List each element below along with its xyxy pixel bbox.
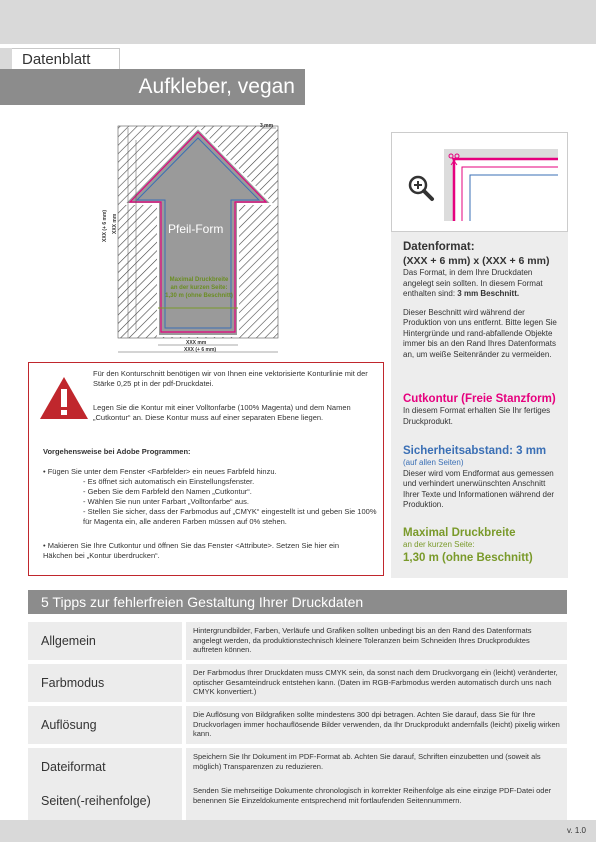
adobe-step-1: • Fügen Sie unter dem Fenster <Farbfelder> ein neues Farbfeld hinzu. <box>43 467 277 476</box>
zoom-in-icon <box>406 173 436 203</box>
data-format-section: Datenformat: (XXX + 6 mm) x (XXX + 6 mm) Das Format, in dem Ihre Druckdaten angelegt sein sollten. In diesem Format enthalten sind: 3 mm Beschnitt. Dieser Beschnitt wird während der Produktion von uns entfernt. Bitte legen Sie Hintergründe und rand-abfallende Objekte immer bis an den Rand Ihres Datenformats an, um weiße Seitenränder zu vermeiden. <box>403 240 561 360</box>
safety-margin-title: Sicherheitsabstand: 3 mm <box>403 445 547 457</box>
footer-bar <box>0 820 596 842</box>
safety-margin-section: Sicherheitsabstand: 3 mm (auf allen Seiten) Dieser wird vom Endformat aus gemessen und verhindert unerwünschten Anschnitt Ihrer Texte und Informationen während der Produktion. <box>403 444 561 511</box>
cut-contour-warning-box <box>28 362 384 576</box>
max-width-section: Maximal Druckbreite an der kurzen Seite: 1,30 m (ohne Beschnitt) <box>403 526 561 565</box>
cut-contour-section: Cutkontur (Freie Stanzform) In diesem Format erhalten Sie Ihr fertiges Druckprodukt. <box>403 392 561 427</box>
max-width-title: Maximal Druckbreite <box>403 527 516 539</box>
datasheet-tab: Datenblatt <box>12 48 120 69</box>
adobe-steps-heading: Vorgehensweise bei Adobe Programmen: <box>43 447 191 456</box>
data-format-size: (XXX + 6 mm) x (XXX + 6 mm) <box>403 255 550 267</box>
tip-row-file-format <box>28 748 567 786</box>
adobe-step-5: - Stellen Sie sicher, dass der Farbmodus auf „CMYK“ eingestellt ist und geben Sie 100% für Magenta ein, alle anderen Farben müssen auf 0% stehen. <box>83 507 377 526</box>
page-title: Aufkleber, vegan <box>138 75 295 98</box>
diagram-bottom-outer-label: XXX (+ 6 mm) <box>184 347 217 353</box>
data-format-bleed-text: Dieser Beschnitt wird während der Produktion von uns entfernt. Bitte legen Sie Hintergründe und rand-abfallende Objekte immer bis an den Rand Ihres Datenformats an, um weiße Seitenränder zu vermeiden. <box>403 307 557 359</box>
top-bar <box>0 0 596 44</box>
tip-label: Allgemein <box>28 622 182 660</box>
tip-text: Die Auflösung von Bildgrafiken sollte mindestens 300 dpi betragen. Achten Sie darauf, dass Sie für Ihre Druckvorlagen immer hochauflösende Bilder verwenden, da Ihr Druckprodukt andernfalls (leicht) pixelig wirken kann. <box>186 706 567 744</box>
tip-row-resolution <box>28 706 567 744</box>
title-bar <box>0 69 305 105</box>
tip-label: Auflösung <box>28 706 182 744</box>
format-info-panel <box>391 132 568 578</box>
tip-row-page-order <box>28 782 567 820</box>
diagram-left-outer-label: XXX (+ 6 mm) <box>102 209 108 242</box>
tip-row-general <box>28 622 567 660</box>
corner-detail-graphic <box>444 149 558 221</box>
cut-contour-title: Cutkontur (Freie Stanzform) <box>403 393 556 405</box>
version-label: v. 1.0 <box>567 826 586 835</box>
tip-text: Senden Sie mehrseitige Dokumente chronologisch in korrekter Reihenfolge als eine einzige PDF-Datei oder benennen Sie Einzeldokumente entsprechend mit fortlaufenden Seitennummern. <box>186 782 567 820</box>
tip-label: Dateiformat <box>28 748 182 786</box>
warning-paragraph-2: Legen Sie die Kontur mit einer Volltonfarbe (100% Magenta) und dem Namen „Cutkontur“ an. Diese Kontur muss auf einer separaten Ebene liegen. <box>93 403 351 422</box>
max-width-value: 1,30 m (ohne Beschnitt) <box>403 551 533 564</box>
arrow-shape-label: Pfeil-Form <box>168 222 224 236</box>
adobe-step-4: - Wählen Sie nun unter Farbart „Volltonfarbe“ aus. <box>83 497 249 506</box>
diagram-max-width-label: Maximal Druckbreite an der kurzen Seite: 1,30 m (ohne Beschnitt) <box>165 277 233 299</box>
tips-header <box>28 590 567 614</box>
adobe-step-6: • Makieren Sie Ihre Cutkontur und öffnen Sie das Fenster <Attribute>. Setzen Sie hier ein Häkchen bei „Kontur überdrucken“. <box>43 541 339 560</box>
tip-row-color-mode <box>28 664 567 702</box>
diagram-bottom-inner-label: XXX mm <box>186 340 207 346</box>
warning-icon <box>39 375 89 421</box>
arrow-diagram <box>96 116 296 360</box>
adobe-step-3: - Geben Sie dem Farbfeld den Namen „Cutkontur“. <box>83 487 252 496</box>
corner-detail-box <box>391 132 568 232</box>
data-format-title: Datenformat: <box>403 241 475 253</box>
tip-text: Hintergrundbilder, Farben, Verläufe und Grafiken sollten unbedingt bis an den Rand des Datenformats angelegt werden, da produktionstechnisch kleinere Toleranzen beim Schneiden Ihres Druckproduktes auftreten können. <box>186 622 567 660</box>
tip-text: Speichern Sie Ihr Dokument im PDF-Format ab. Achten Sie darauf, Schriften einzubetten und (soweit als möglich) Transparenzen zu reduzieren. <box>186 748 567 786</box>
tips-title: 5 Tipps zur fehlerfreien Gestaltung Ihrer Druckdaten <box>41 594 364 610</box>
tip-label: Farbmodus <box>28 664 182 702</box>
tip-text: Der Farbmodus Ihrer Druckdaten muss CMYK sein, da sonst nach dem Druckvorgang ein (leicht) veränderter, optischer Gesamteindruck entstehen kann. (Daten im RGB-Farbmodus werden automatisch durch uns nach CMYK konvertiert.) <box>186 664 567 702</box>
adobe-step-2: - Es öffnet sich automatisch ein Einstellungsfenster. <box>83 477 255 486</box>
diagram-left-inner-label: XXX mm <box>112 213 118 234</box>
tip-label: Seiten(-reihenfolge) <box>28 782 182 820</box>
diagram-top-label: 3 mm <box>260 123 274 129</box>
arrow-diagram-svg <box>96 116 296 360</box>
tab-bar <box>0 48 12 69</box>
warning-paragraph-1: Für den Konturschnitt benötigen wir von Ihnen eine vektorisierte Konturlinie mit der Stärke 0,25 pt in der pdf-Druckdatei. <box>93 369 368 388</box>
